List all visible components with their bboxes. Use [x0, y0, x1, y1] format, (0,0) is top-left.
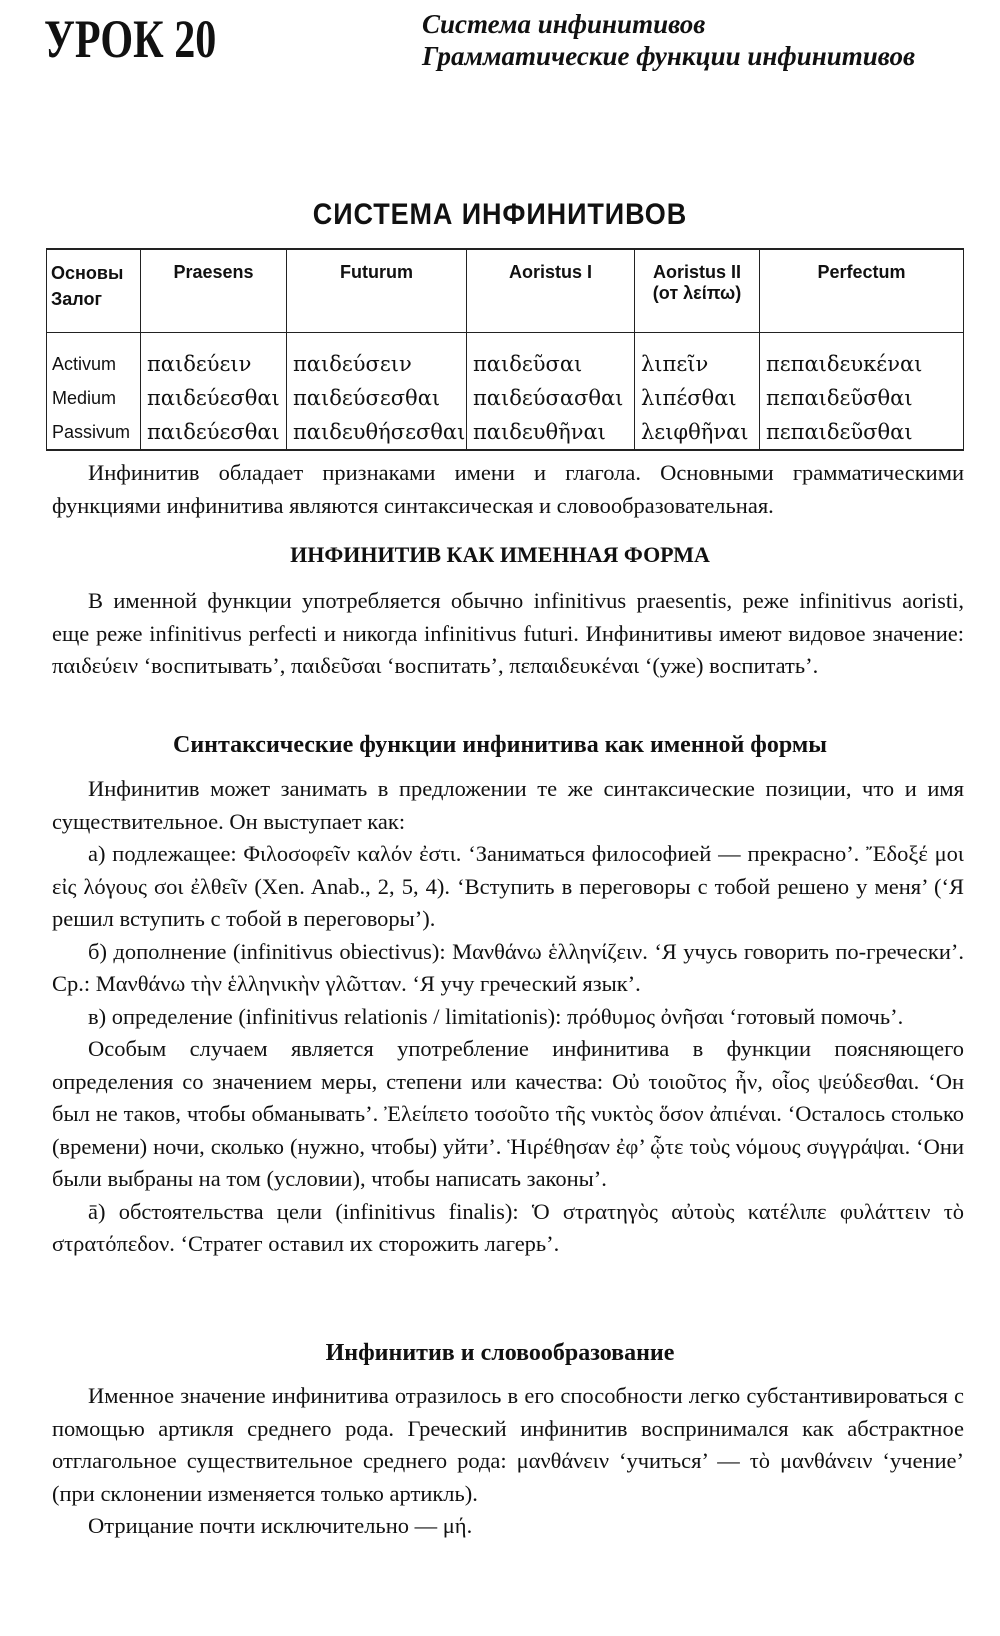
table-cell: παιδεύσειν	[287, 347, 467, 381]
negation-paragraph: Отрицание почти исключительно — μή.	[88, 1513, 473, 1538]
table-cell: παιδεύσασθαι	[467, 381, 635, 415]
lesson-topic	[422, 8, 915, 72]
corner-stem-label: Основы	[51, 263, 124, 283]
syntax-purpose-paragraph: ā) обстоятельства цели (infinitivus finalis): Ὁ στρατηγὸς αὐτοὺς κατέλιπε φυλάττειν τὸ στρατόπεδον. ‘Стратег оставил их сторожить лагерь’.	[52, 1198, 964, 1256]
table-cell: πεπαιδεῦσθαι	[760, 381, 964, 415]
table-row	[47, 415, 964, 450]
syntax-object-paragraph: б) дополнение (infinitivus obiectivus): Μανθάνω ἑλληνίζειν. ‘Я учусь говорить по-гречески’. Ср.: Μανθάνω τὴν ἑλληνικὴν γλῶτταν. ‘Я учу греческий язык’.	[52, 938, 964, 996]
column-header-aorist2	[635, 249, 760, 333]
table-cell: παιδεῦσαι	[467, 347, 635, 381]
voice-label: Medium	[47, 381, 141, 415]
column-header: Praesens	[141, 249, 287, 333]
table-title	[0, 198, 1000, 232]
table-cell: παιδευθῆναι	[467, 415, 635, 450]
section-heading-wordformation: Инфинитив и словообразование	[325, 1340, 675, 1366]
table-cell: παιδεύσεσθαι	[287, 381, 467, 415]
table-header-row	[47, 249, 964, 333]
syntax-section-body	[52, 773, 964, 1261]
syntax-paragraph: Инфинитив может занимать в предложении те же синтаксические позиции, что и имя существительное. Он выступает как:	[52, 776, 964, 834]
section-heading-syntax: Синтаксические функции инфинитива как именной формы	[173, 732, 827, 758]
table-cell: λειφθῆναι	[635, 415, 760, 450]
table-row	[47, 347, 964, 381]
wordformation-section-body	[52, 1380, 964, 1543]
voice-label: Activum	[47, 347, 141, 381]
table-cell: παιδεύεσθαι	[141, 381, 287, 415]
topic-line-2: Грамматические функции инфинитивов	[422, 41, 916, 71]
column-header-note: (от λείπω)	[652, 283, 742, 303]
syntax-attribute-paragraph: в) определение (infinitivus relationis / limitationis): πρόθυμος ὀνῆσαι ‘готовый помочь’.	[88, 1003, 904, 1029]
column-header: Perfectum	[760, 249, 964, 333]
table-cell: λιπεῖν	[635, 347, 760, 381]
topic-line-1: Система инфинитивов	[422, 9, 706, 39]
table-cell: παιδεύειν	[141, 347, 287, 381]
table-spacer-row	[47, 333, 964, 348]
wordformation-paragraph: Именное значение инфинитива отразилось в его способности легко субстантивироваться с помощью артикля среднего рода. Греческий инфинитив воспринимался как абстрактное отглагольное существительное среднего рода: μανθάνειν ‘учиться’ — τὸ μανθάνειν ‘учение’ (при склонении изменяется только артикль).	[52, 1383, 964, 1506]
column-header: Aoristus II	[652, 262, 741, 282]
table-title-text: СИСТЕМА ИНФИНИТИВОВ	[312, 198, 688, 231]
nominal-text: В именной функции употребляется обычно infinitivus praesentis, реже infinitivus aoristi, еще реже infinitivus perfecti и никогда infinitivus futuri. Инфинитивы имеют видовое значение: παιδεύειν ‘воспитывать’, παιδεῦσαι ‘воспитать’, πεπαιδευκέναι ‘(уже) воспитать’.	[52, 588, 964, 678]
table-cell: λιπέσθαι	[635, 381, 760, 415]
intro-text: Инфинитив обладает признаками имени и глагола. Основными грамматическими функциями инфинитива являются синтаксическая и словообразовательная.	[52, 460, 964, 518]
section-heading-nominal: ИНФИНИТИВ КАК ИМЕННАЯ ФОРМА	[290, 542, 710, 567]
corner-header	[47, 249, 141, 333]
infinitive-table	[46, 248, 964, 451]
lesson-number: УРОК 20	[44, 9, 217, 69]
corner-voice-label: Залог	[51, 289, 102, 309]
table-cell: πεπαιδευκέναι	[760, 347, 964, 381]
column-header: Futurum	[287, 249, 467, 333]
syntax-subject-paragraph: а) подлежащее: Φιλοσοφεῖν καλόν ἐστι. ‘Заниматься философией — прекрасно’. Ἔδοξέ μοι εἰς λόγους σοι ἐλθεῖν (Xen. Anab., 2, 5, 4). ‘Вступить в переговоры с тобой решено у меня’ (‘Я решил вступить с тобой в переговоры’).	[52, 841, 964, 931]
column-header: Aoristus I	[467, 249, 635, 333]
voice-label: Passivum	[47, 415, 141, 450]
syntax-special-paragraph: Особым случаем является употребление инфинитива в функции поясняющего определения со значением меры, степени или качества: Οὐ τοιοῦτος ἦν, οἷος ψεύδεσθαι. ‘Он был не таков, чтобы обманывать’. Ἐλείπετο τοσοῦτο τῆς νυκτὸς ὅσον ἀπιέναι. ‘Осталось столько (времени) ночи, сколько (нужно, чтобы) уйти’. Ἡιρέθησαν ἐφ’ ᾧτε τοὺς νόμους συγγράψαι. ‘Они были выбраны на том (условии), чтобы написать законы’.	[52, 1036, 964, 1191]
table-cell: πεπαιδεῦσθαι	[760, 415, 964, 450]
table-row	[47, 381, 964, 415]
intro-paragraph	[52, 457, 964, 522]
table-cell: παιδευθήσεσθαι	[287, 415, 467, 450]
nominal-paragraph	[52, 585, 964, 683]
table-cell: παιδεύεσθαι	[141, 415, 287, 450]
